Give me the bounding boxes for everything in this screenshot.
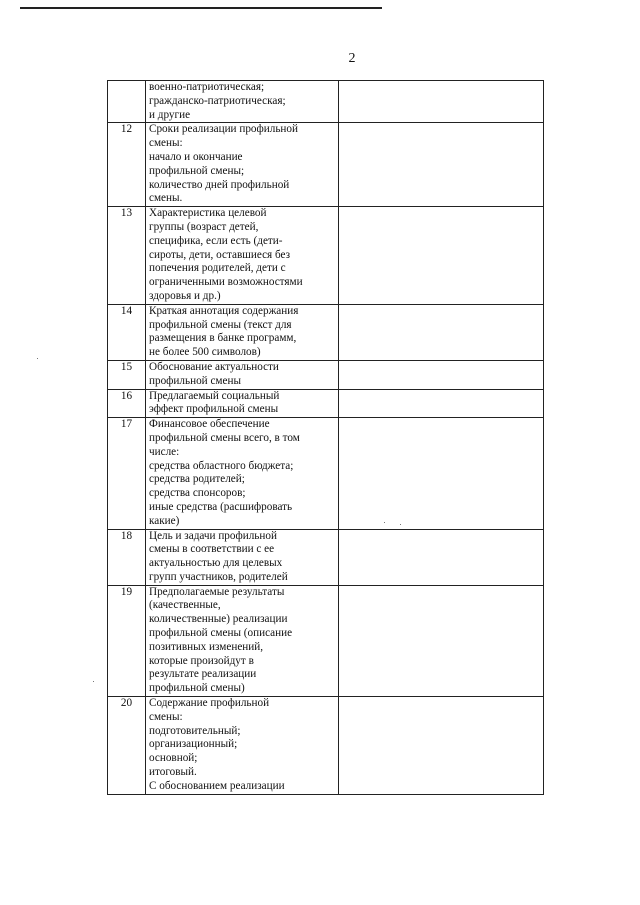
description-line: итоговый.: [149, 766, 197, 779]
description-line: которые произойдут в: [149, 654, 254, 667]
description-line: средства спонсоров;: [149, 487, 246, 500]
scan-speck: [37, 358, 38, 359]
row-number: 20: [108, 697, 146, 795]
description-line: профильной смены всего, в том: [149, 431, 300, 444]
row-number: 19: [108, 585, 146, 696]
row-description: [146, 81, 339, 123]
description-line: Характеристика целевой: [149, 207, 267, 220]
description-line: смены.: [149, 192, 183, 205]
description-line: профильной смены;: [149, 164, 245, 177]
description-line: Обоснование актуальности: [149, 360, 279, 373]
row-number: 14: [108, 304, 146, 360]
row-description: [146, 529, 339, 585]
row-description: [146, 207, 339, 305]
table-row: [108, 123, 544, 207]
row-value-cell[interactable]: [339, 360, 544, 389]
row-value-cell[interactable]: [339, 585, 544, 696]
row-number: 12: [108, 123, 146, 207]
description-line: основной;: [149, 752, 198, 765]
description-line: Сроки реализации профильной: [149, 123, 299, 136]
description-line: военно-патриотическая;: [149, 81, 265, 93]
description-line: актуальностью для целевых: [149, 557, 283, 570]
row-value-cell[interactable]: [339, 389, 544, 418]
description-line: Предлагаемый социальный: [149, 389, 280, 402]
row-number: 15: [108, 360, 146, 389]
description-line: Содержание профильной: [149, 697, 270, 710]
table-row: [108, 697, 544, 795]
description-line: (качественные,: [149, 599, 221, 612]
description-line: не более 500 символов): [149, 346, 261, 359]
description-line: смены:: [149, 710, 183, 723]
scan-speck: [400, 524, 401, 525]
row-description: [146, 585, 339, 696]
row-description: [146, 697, 339, 795]
application-form-table: [107, 80, 544, 795]
description-line: начало и окончание: [149, 150, 243, 163]
row-number: 18: [108, 529, 146, 585]
description-line: смены:: [149, 137, 183, 150]
description-line: результате реализации: [149, 668, 257, 681]
row-number: 13: [108, 207, 146, 305]
description-line: попечения родителей, дети с: [149, 262, 286, 275]
scan-speck: [93, 681, 94, 682]
table-row: [108, 304, 544, 360]
row-description: [146, 123, 339, 207]
table-row: [108, 585, 544, 696]
table-row: [108, 81, 544, 123]
row-number: 16: [108, 389, 146, 418]
page-number: 2: [348, 51, 356, 66]
row-description: [146, 389, 339, 418]
description-line: Цель и задачи профильной: [149, 529, 277, 542]
table-row: [108, 389, 544, 418]
row-value-cell[interactable]: [339, 418, 544, 529]
row-value-cell[interactable]: [339, 81, 544, 123]
description-line: средства областного бюджета;: [149, 459, 294, 472]
description-line: профильной смены (текст для: [149, 318, 292, 331]
table-row: [108, 207, 544, 305]
description-line: иные средства (расшифровать: [149, 500, 293, 513]
description-line: гражданско-патриотическая;: [149, 94, 286, 107]
table-row: [108, 418, 544, 529]
description-line: профильной смены: [149, 374, 241, 387]
description-line: организационный;: [149, 738, 238, 751]
description-line: сироты, дети, оставшиеся без: [149, 248, 291, 261]
description-line: количество дней профильной: [149, 178, 290, 191]
description-line: С обоснованием реализации: [149, 779, 285, 792]
row-value-cell[interactable]: [339, 304, 544, 360]
description-line: Предполагаемые результаты: [149, 585, 285, 598]
description-line: позитивных изменений,: [149, 640, 264, 653]
row-value-cell[interactable]: [339, 123, 544, 207]
description-line: числе:: [149, 445, 180, 458]
header-rule: [20, 7, 382, 9]
description-line: группы (возраст детей,: [149, 220, 259, 233]
row-value-cell[interactable]: [339, 529, 544, 585]
table-row: [108, 360, 544, 389]
table-row: [108, 529, 544, 585]
row-value-cell[interactable]: [339, 697, 544, 795]
row-description: [146, 304, 339, 360]
description-line: здоровья и др.): [149, 289, 221, 302]
description-line: профильной смены): [149, 682, 245, 695]
row-number: [108, 81, 146, 123]
description-line: количественные) реализации: [149, 613, 288, 626]
description-line: размещения в банке программ,: [149, 332, 297, 345]
description-line: Краткая аннотация содержания: [149, 304, 299, 317]
description-line: средства родителей;: [149, 473, 245, 486]
row-description: [146, 418, 339, 529]
description-line: подготовительный;: [149, 724, 241, 737]
description-line: какие): [149, 514, 180, 527]
description-line: профильной смены (описание: [149, 627, 293, 640]
description-line: специфика, если есть (дети-: [149, 234, 283, 247]
row-value-cell[interactable]: [339, 207, 544, 305]
row-number: 17: [108, 418, 146, 529]
row-description: [146, 360, 339, 389]
scan-speck: [384, 522, 385, 523]
description-line: эффект профильной смены: [149, 403, 279, 416]
description-line: и другие: [149, 108, 191, 121]
description-line: групп участников, родителей: [149, 570, 288, 583]
description-line: ограниченными возможностями: [149, 276, 303, 289]
description-line: смены в соответствии с ее: [149, 543, 275, 556]
description-line: Финансовое обеспечение: [149, 418, 270, 431]
